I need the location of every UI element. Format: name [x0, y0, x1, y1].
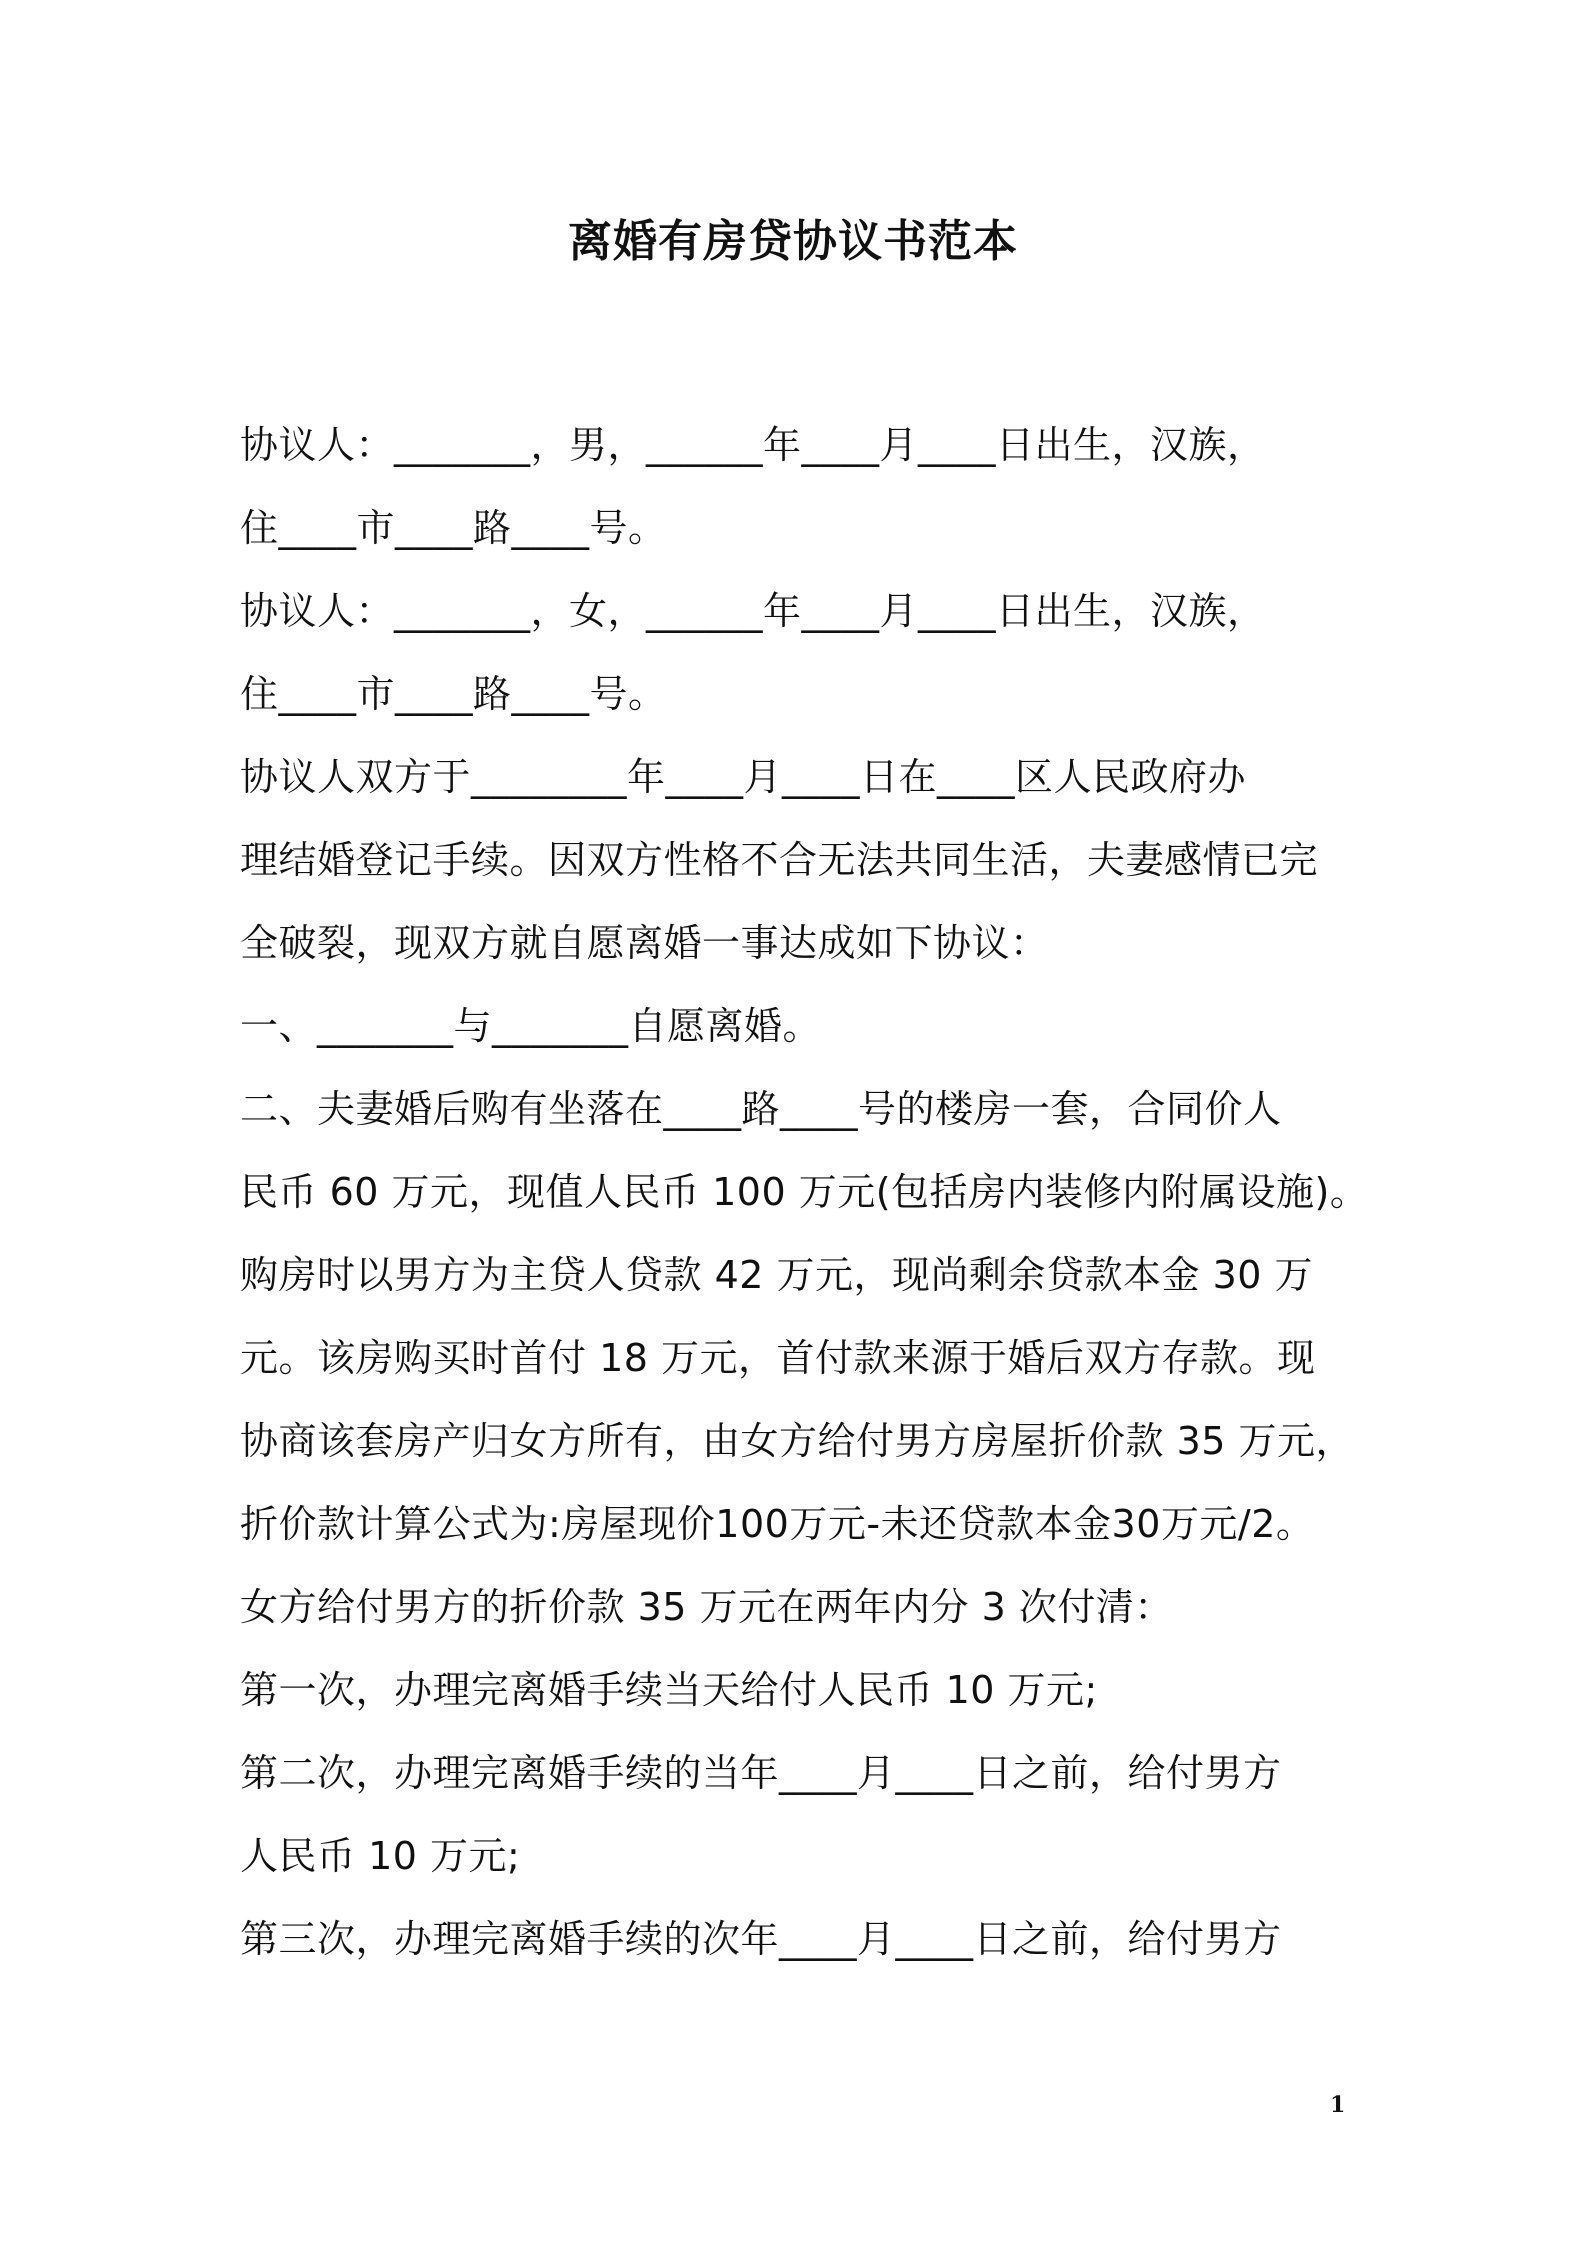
- text-line: 住____市____路____号。: [240, 672, 667, 716]
- page-number: 1: [1330, 2092, 1346, 2118]
- text-line: 民币 60 万元，现值人民币 100 万元(包括房内装修内附属设施)。: [240, 1170, 1369, 1214]
- document-title: 离婚有房贷协议书范本: [568, 216, 1018, 267]
- text-line: 全破裂，现双方就自愿离婚一事达成如下协议：: [240, 921, 1049, 965]
- text-line: 二、夫妻婚后购有坐落在____路____号的楼房一套，合同价人: [240, 1087, 1282, 1131]
- text-line: 理结婚登记手续。因双方性格不合无法共同生活，夫妻感情已完: [240, 838, 1319, 882]
- document-body: [240, 404, 1370, 1981]
- text-line: 协议人：_______，男，______年____月____日出生，汉族，: [240, 423, 1266, 467]
- text-line: 购房时以男方为主贷人贷款 42 万元，现尚剩余贷款本金 30 万: [240, 1253, 1314, 1297]
- text-line: 协议人双方于________年____月____日在____区人民政府办: [240, 755, 1247, 799]
- text-line: 住____市____路____号。: [240, 506, 667, 550]
- text-line: 人民币 10 万元;: [240, 1834, 521, 1878]
- text-line: 第三次，办理完离婚手续的次年____月____日之前，给付男方: [240, 1917, 1282, 1961]
- text-line: 折价款计算公式为:房屋现价100万元-未还贷款本金30万元/2。: [240, 1502, 1315, 1546]
- text-line: 协议人：_______，女，______年____月____日出生，汉族，: [240, 589, 1266, 633]
- text-line: 第二次，办理完离婚手续的当年____月____日之前，给付男方: [240, 1751, 1282, 1795]
- text-line: 协商该套房产归女方所有，由女方给付男方房屋折价款 35 万元，: [240, 1419, 1355, 1463]
- text-line: 女方给付男方的折价款 35 万元在两年内分 3 次付清：: [240, 1585, 1173, 1629]
- text-line: 元。该房购买时首付 18 万元，首付款来源于婚后双方存款。现: [240, 1336, 1316, 1380]
- text-line: 一、_______与_______自愿离婚。: [240, 1004, 822, 1048]
- text-line: 第一次，办理完离婚手续当天给付人民币 10 万元;: [240, 1668, 1098, 1712]
